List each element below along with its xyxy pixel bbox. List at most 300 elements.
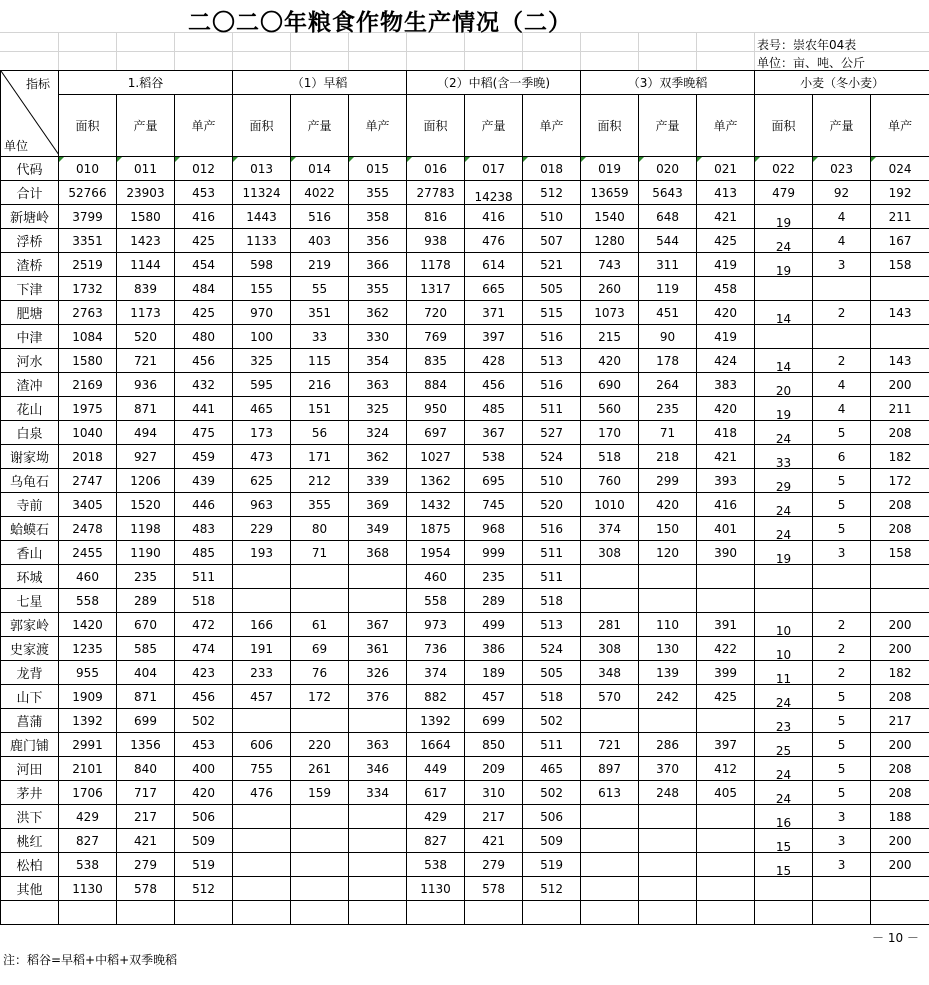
data-cell (407, 877, 465, 901)
data-cell (639, 541, 697, 565)
data-cell (581, 637, 639, 661)
data-cell (813, 421, 871, 445)
cell-value: 446 (192, 497, 215, 512)
cell-value: 1356 (130, 737, 161, 752)
data-cell (291, 349, 349, 373)
data-cell (407, 301, 465, 325)
data-cell (813, 589, 871, 613)
table-row (1, 205, 929, 229)
data-cell (291, 325, 349, 349)
data-cell (465, 541, 523, 565)
data-cell (813, 853, 871, 877)
data-cell (175, 301, 233, 325)
data-cell (233, 445, 291, 469)
data-cell (523, 709, 581, 733)
cell-value: 1432 (420, 497, 451, 512)
cell-value: 509 (540, 833, 563, 848)
data-cell (349, 757, 407, 781)
cell-value: 355 (366, 281, 389, 296)
row-name: 白泉 (1, 421, 59, 445)
cell-value: 510 (540, 209, 563, 224)
cell-value: 518 (192, 593, 215, 608)
data-cell (117, 229, 175, 253)
data-cell (175, 325, 233, 349)
data-cell (59, 613, 117, 637)
data-cell (581, 685, 639, 709)
cell-value: 3 (837, 257, 846, 272)
cell-value: 348 (598, 665, 621, 680)
column-header: 产量 (465, 95, 523, 157)
column-header: 单产 (523, 95, 581, 157)
data-cell (639, 637, 697, 661)
cell-value: 355 (308, 497, 331, 512)
cell-value: 519 (192, 857, 215, 872)
data-cell (697, 517, 755, 541)
cell-value: 1144 (130, 257, 161, 272)
cell-value: 516 (540, 377, 563, 392)
data-cell (581, 277, 639, 301)
cell-value: 665 (482, 281, 505, 296)
cell-value: 24 (775, 695, 792, 709)
row-name: 新塘岭 (1, 205, 59, 229)
data-cell (755, 733, 813, 757)
page-number: － 10 － (872, 931, 919, 945)
cell-value: 235 (134, 569, 157, 584)
cell-value: 1084 (72, 329, 103, 344)
data-cell (581, 181, 639, 205)
data-cell (59, 493, 117, 517)
data-cell (871, 397, 929, 421)
cell-value: 425 (714, 689, 737, 704)
data-cell (117, 205, 175, 229)
data-cell (59, 757, 117, 781)
cell-value: 420 (656, 497, 679, 512)
cell-value: 743 (598, 257, 621, 272)
data-cell (639, 757, 697, 781)
cell-value: 570 (598, 689, 621, 704)
gridline (580, 32, 581, 70)
data-cell (755, 493, 813, 517)
data-cell (233, 709, 291, 733)
data-cell (59, 445, 117, 469)
data-cell (813, 373, 871, 397)
data-cell (117, 421, 175, 445)
cell-value: 281 (598, 617, 621, 632)
cell-value: 516 (308, 209, 331, 224)
cell-value: 505 (540, 281, 563, 296)
header-corner (1, 71, 59, 157)
data-cell (407, 541, 465, 565)
cell-value: 172 (888, 473, 912, 488)
cell-value: 366 (366, 257, 389, 272)
data-cell (349, 613, 407, 637)
cell-value: 518 (598, 449, 621, 464)
data-cell (233, 517, 291, 541)
code-cell: 012 (175, 157, 233, 181)
data-cell (465, 493, 523, 517)
cell-value: 264 (656, 377, 679, 392)
data-cell (465, 397, 523, 421)
data-cell (465, 421, 523, 445)
data-cell (639, 421, 697, 445)
data-cell (813, 277, 871, 301)
cell-value: 2991 (72, 737, 103, 752)
data-cell (813, 613, 871, 637)
data-cell (755, 877, 813, 901)
data-cell (813, 565, 871, 589)
row-name: 蛤蟆石 (1, 517, 59, 541)
data-cell (59, 541, 117, 565)
data-cell (465, 373, 523, 397)
cell-value: 648 (656, 209, 679, 224)
cell-value: 963 (250, 497, 273, 512)
cell-value: 538 (76, 857, 99, 872)
data-cell (59, 685, 117, 709)
cell-value: 362 (366, 449, 389, 464)
data-cell (407, 613, 465, 637)
data-cell (59, 661, 117, 685)
data-cell (581, 853, 639, 877)
cell-value: 499 (482, 617, 505, 632)
cell-value: 474 (192, 641, 215, 656)
data-cell (871, 517, 929, 541)
cell-value: 558 (424, 593, 447, 608)
data-cell (349, 781, 407, 805)
data-cell (349, 445, 407, 469)
data-cell (871, 181, 929, 205)
cell-value: 167 (888, 233, 912, 248)
data-cell (523, 373, 581, 397)
cell-value: 465 (540, 761, 563, 776)
data-cell (175, 181, 233, 205)
cell-value: 558 (76, 593, 99, 608)
data-cell (639, 469, 697, 493)
data-cell (349, 877, 407, 901)
cell-value: 218 (656, 449, 679, 464)
cell-value: 390 (714, 545, 737, 560)
cell-value: 23903 (126, 185, 165, 200)
cell-value: 625 (250, 473, 273, 488)
data-cell (523, 685, 581, 709)
table-row (1, 373, 929, 397)
cell-value: 578 (134, 881, 157, 896)
cell-value: 370 (656, 761, 679, 776)
cell-value: 1420 (72, 617, 103, 632)
cell-value: 24 (775, 431, 792, 445)
row-name: 龙背 (1, 661, 59, 685)
data-cell (407, 349, 465, 373)
cell-value: 24 (775, 239, 792, 253)
data-cell (523, 301, 581, 325)
data-cell (175, 661, 233, 685)
data-cell (465, 517, 523, 541)
data-cell (175, 805, 233, 829)
data-cell (697, 709, 755, 733)
cell-value: 420 (192, 785, 215, 800)
data-cell (697, 661, 755, 685)
cell-value: 71 (311, 545, 328, 560)
data-cell (233, 541, 291, 565)
cell-value: 71 (659, 425, 676, 440)
cell-value: 2 (837, 305, 846, 320)
row-name: 鹿门铺 (1, 733, 59, 757)
data-cell (697, 493, 755, 517)
data-cell (407, 445, 465, 469)
cell-value: 1040 (72, 425, 103, 440)
table-row (1, 781, 929, 805)
data-cell (407, 565, 465, 589)
data-cell (59, 781, 117, 805)
cell-value: 376 (366, 689, 389, 704)
unit-note: 单位：亩、吨、公斤 (757, 56, 866, 70)
cell-value: 422 (714, 641, 737, 656)
cell-value: 850 (482, 737, 505, 752)
data-cell (755, 421, 813, 445)
cell-value: 502 (540, 785, 563, 800)
data-cell (59, 637, 117, 661)
cell-value: 521 (540, 257, 563, 272)
cell-value: 200 (888, 737, 912, 752)
row-name: 史家渡 (1, 637, 59, 661)
empty-cell (175, 901, 233, 925)
cell-value: 511 (192, 569, 215, 584)
data-cell (813, 709, 871, 733)
cell-value: 120 (656, 545, 679, 560)
data-cell (755, 181, 813, 205)
data-cell (349, 709, 407, 733)
cell-value: 326 (366, 665, 389, 680)
cell-value: 143 (888, 353, 912, 368)
data-cell (59, 277, 117, 301)
cell-value: 308 (598, 641, 621, 656)
data-cell (291, 829, 349, 853)
cell-value: 1010 (594, 497, 625, 512)
data-cell (465, 757, 523, 781)
cell-value: 158 (888, 545, 912, 560)
data-cell (291, 541, 349, 565)
data-cell (117, 349, 175, 373)
column-header: 面积 (233, 95, 291, 157)
data-cell (233, 493, 291, 517)
cell-value: 512 (192, 881, 215, 896)
data-cell (349, 253, 407, 277)
cell-value: 955 (76, 665, 99, 680)
row-name: 七星 (1, 589, 59, 613)
cell-value: 721 (134, 353, 157, 368)
table-row (1, 517, 929, 541)
data-cell (117, 541, 175, 565)
cell-value: 52766 (68, 185, 107, 200)
data-cell (523, 349, 581, 373)
cell-value: 208 (888, 521, 912, 536)
cell-value: 720 (424, 305, 447, 320)
cell-value: 4 (837, 377, 846, 392)
cell-value: 193 (250, 545, 273, 560)
cell-value: 261 (308, 761, 331, 776)
cell-value: 130 (656, 641, 679, 656)
data-cell (871, 469, 929, 493)
row-name: 寺前 (1, 493, 59, 517)
column-header: 单产 (349, 95, 407, 157)
cell-value: 80 (311, 521, 328, 536)
row-name: 合计 (1, 181, 59, 205)
data-cell (291, 229, 349, 253)
cell-value: 479 (772, 185, 796, 200)
data-cell (697, 205, 755, 229)
data-cell (581, 829, 639, 853)
data-cell (755, 565, 813, 589)
cell-value: 325 (250, 353, 273, 368)
table-row (1, 661, 929, 685)
data-cell (755, 445, 813, 469)
table-row (1, 229, 929, 253)
data-cell (465, 637, 523, 661)
cell-value: 334 (366, 785, 389, 800)
data-cell (407, 373, 465, 397)
data-cell (581, 445, 639, 469)
data-cell (349, 469, 407, 493)
cell-value: 5 (837, 761, 846, 776)
cell-value: 208 (888, 425, 912, 440)
data-cell (349, 517, 407, 541)
data-cell (581, 493, 639, 517)
data-cell (465, 301, 523, 325)
data-cell (175, 565, 233, 589)
cell-value: 598 (250, 257, 273, 272)
cell-value: 33 (311, 329, 328, 344)
data-cell (117, 853, 175, 877)
column-header: 面积 (407, 95, 465, 157)
row-name: 花山 (1, 397, 59, 421)
data-cell (755, 373, 813, 397)
data-cell (639, 517, 697, 541)
row-name: 菖蒲 (1, 709, 59, 733)
data-cell (407, 181, 465, 205)
data-cell (813, 637, 871, 661)
gridline (232, 32, 233, 70)
data-cell (117, 613, 175, 637)
cell-value: 1443 (246, 209, 277, 224)
cell-value: 3 (837, 809, 846, 824)
cell-value: 511 (540, 545, 563, 560)
data-cell (233, 373, 291, 397)
cell-value: 560 (598, 401, 621, 416)
data-cell (117, 517, 175, 541)
data-cell (117, 733, 175, 757)
data-cell (117, 565, 175, 589)
cell-value: 308 (598, 545, 621, 560)
cell-value: 454 (192, 257, 215, 272)
data-cell (59, 469, 117, 493)
table-row (1, 709, 929, 733)
gridline (116, 32, 117, 70)
data-cell (175, 517, 233, 541)
data-cell (639, 325, 697, 349)
cell-value: 354 (366, 353, 389, 368)
data-cell (175, 709, 233, 733)
cell-value: 518 (540, 593, 563, 608)
code-cell: 010 (59, 157, 117, 181)
cell-value: 1975 (72, 401, 103, 416)
cell-value: 3799 (72, 209, 103, 224)
cell-value: 367 (366, 617, 389, 632)
empty-cell (523, 901, 581, 925)
cell-value: 595 (250, 377, 273, 392)
group-header: （1）早稻 (233, 71, 407, 95)
cell-value: 527 (540, 425, 563, 440)
table-row (1, 637, 929, 661)
data-cell (581, 733, 639, 757)
table-row (1, 541, 929, 565)
data-cell (465, 325, 523, 349)
cell-value: 5 (837, 473, 846, 488)
data-cell (697, 349, 755, 373)
data-cell (755, 613, 813, 637)
data-cell (407, 781, 465, 805)
data-cell (871, 853, 929, 877)
cell-value: 494 (134, 425, 157, 440)
gridline (174, 32, 175, 70)
cell-value: 27783 (416, 185, 455, 200)
data-cell (407, 733, 465, 757)
cell-value: 200 (888, 857, 912, 872)
cell-value: 421 (714, 209, 737, 224)
cell-value: 1954 (420, 545, 451, 560)
data-cell (465, 565, 523, 589)
data-cell (465, 589, 523, 613)
data-cell (755, 853, 813, 877)
cell-value: 699 (482, 713, 505, 728)
data-cell (117, 637, 175, 661)
row-name: 谢家坳 (1, 445, 59, 469)
cell-value: 182 (888, 665, 912, 680)
data-cell (117, 493, 175, 517)
data-cell (871, 421, 929, 445)
data-cell (465, 709, 523, 733)
cell-value: 513 (540, 353, 563, 368)
cell-value: 690 (598, 377, 621, 392)
data-cell (59, 349, 117, 373)
data-cell (349, 661, 407, 685)
data-cell (639, 805, 697, 829)
cell-value: 429 (76, 809, 99, 824)
cell-value: 330 (366, 329, 389, 344)
cell-value: 475 (192, 425, 215, 440)
cell-value: 310 (482, 785, 505, 800)
cell-value: 5 (837, 425, 846, 440)
data-cell (581, 325, 639, 349)
cell-value: 90 (659, 329, 676, 344)
cell-value: 425 (714, 233, 737, 248)
data-cell (813, 181, 871, 205)
cell-value: 5 (837, 521, 846, 536)
cell-value: 208 (888, 761, 912, 776)
data-cell (755, 637, 813, 661)
cell-value: 386 (482, 641, 505, 656)
data-cell (291, 733, 349, 757)
data-cell (117, 277, 175, 301)
cell-value: 506 (540, 809, 563, 824)
data-cell (639, 253, 697, 277)
cell-value: 200 (888, 641, 912, 656)
cell-value: 362 (366, 305, 389, 320)
data-cell (813, 877, 871, 901)
cell-value: 403 (308, 233, 331, 248)
cell-value: 3 (837, 545, 846, 560)
cell-value: 520 (540, 497, 563, 512)
data-cell (871, 685, 929, 709)
data-cell (871, 229, 929, 253)
